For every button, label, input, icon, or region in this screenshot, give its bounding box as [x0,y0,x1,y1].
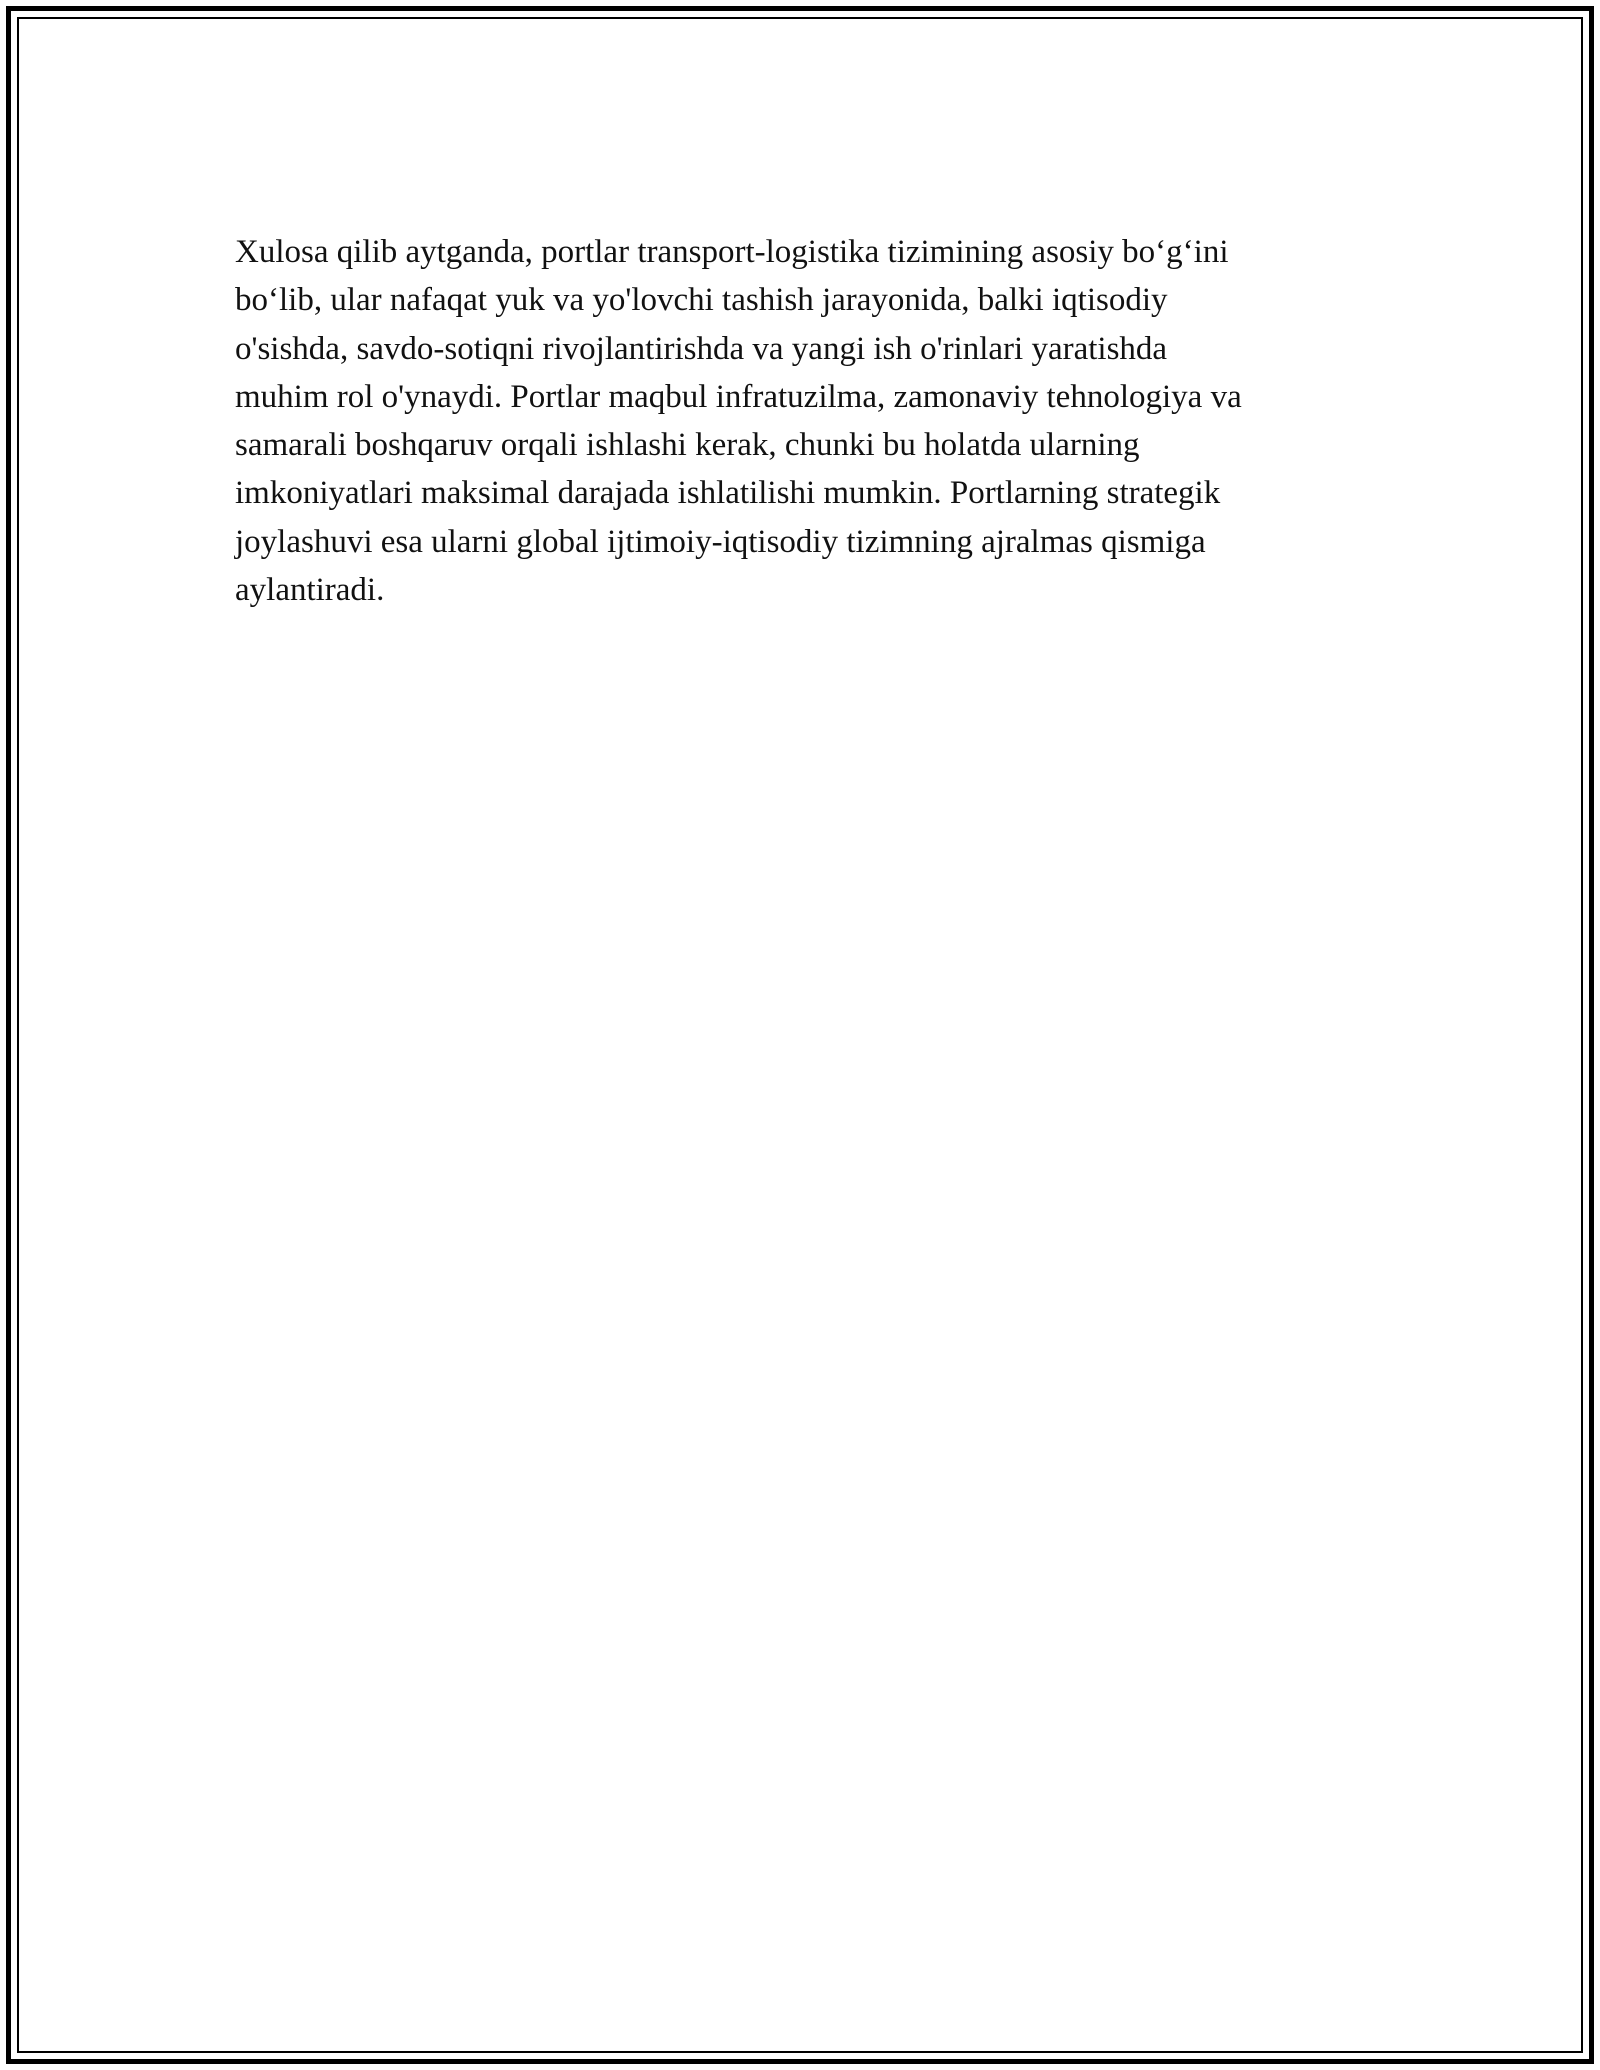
paragraph-line: aylantiradi. [235,572,385,609]
paragraph-line: bo‘lib, ular nafaqat yuk va yo'lovchi tashish jarayonida, balki iqtisodiy [235,282,1168,319]
paragraph-line: imkoniyatlari maksimal darajada ishlatilishi mumkin. Portlarning strategik [235,475,1221,512]
paragraph-line: joylashuvi esa ularni global ijtimoiy-iqtisodiy tizimning ajralmas qismiga [235,523,1206,560]
page-content [235,228,1375,614]
paragraph-line: Xulosa qilib aytganda, portlar transport-logistika tizimining asosiy bo‘g‘ini [235,234,1229,270]
paragraph-line: samarali boshqaruv orqali ishlashi kerak, chunki bu holatda ularning [235,427,1140,464]
conclusion-paragraph [235,228,1375,614]
paragraph-line: muhim rol o'ynaydi. Portlar maqbul infratuzilma, zamonaviy tehnologiya va [235,378,1242,415]
paragraph-line: o'sishda, savdo-sotiqni rivojlantirishda va yangi ish o'rinlari yaratishda [235,330,1168,367]
